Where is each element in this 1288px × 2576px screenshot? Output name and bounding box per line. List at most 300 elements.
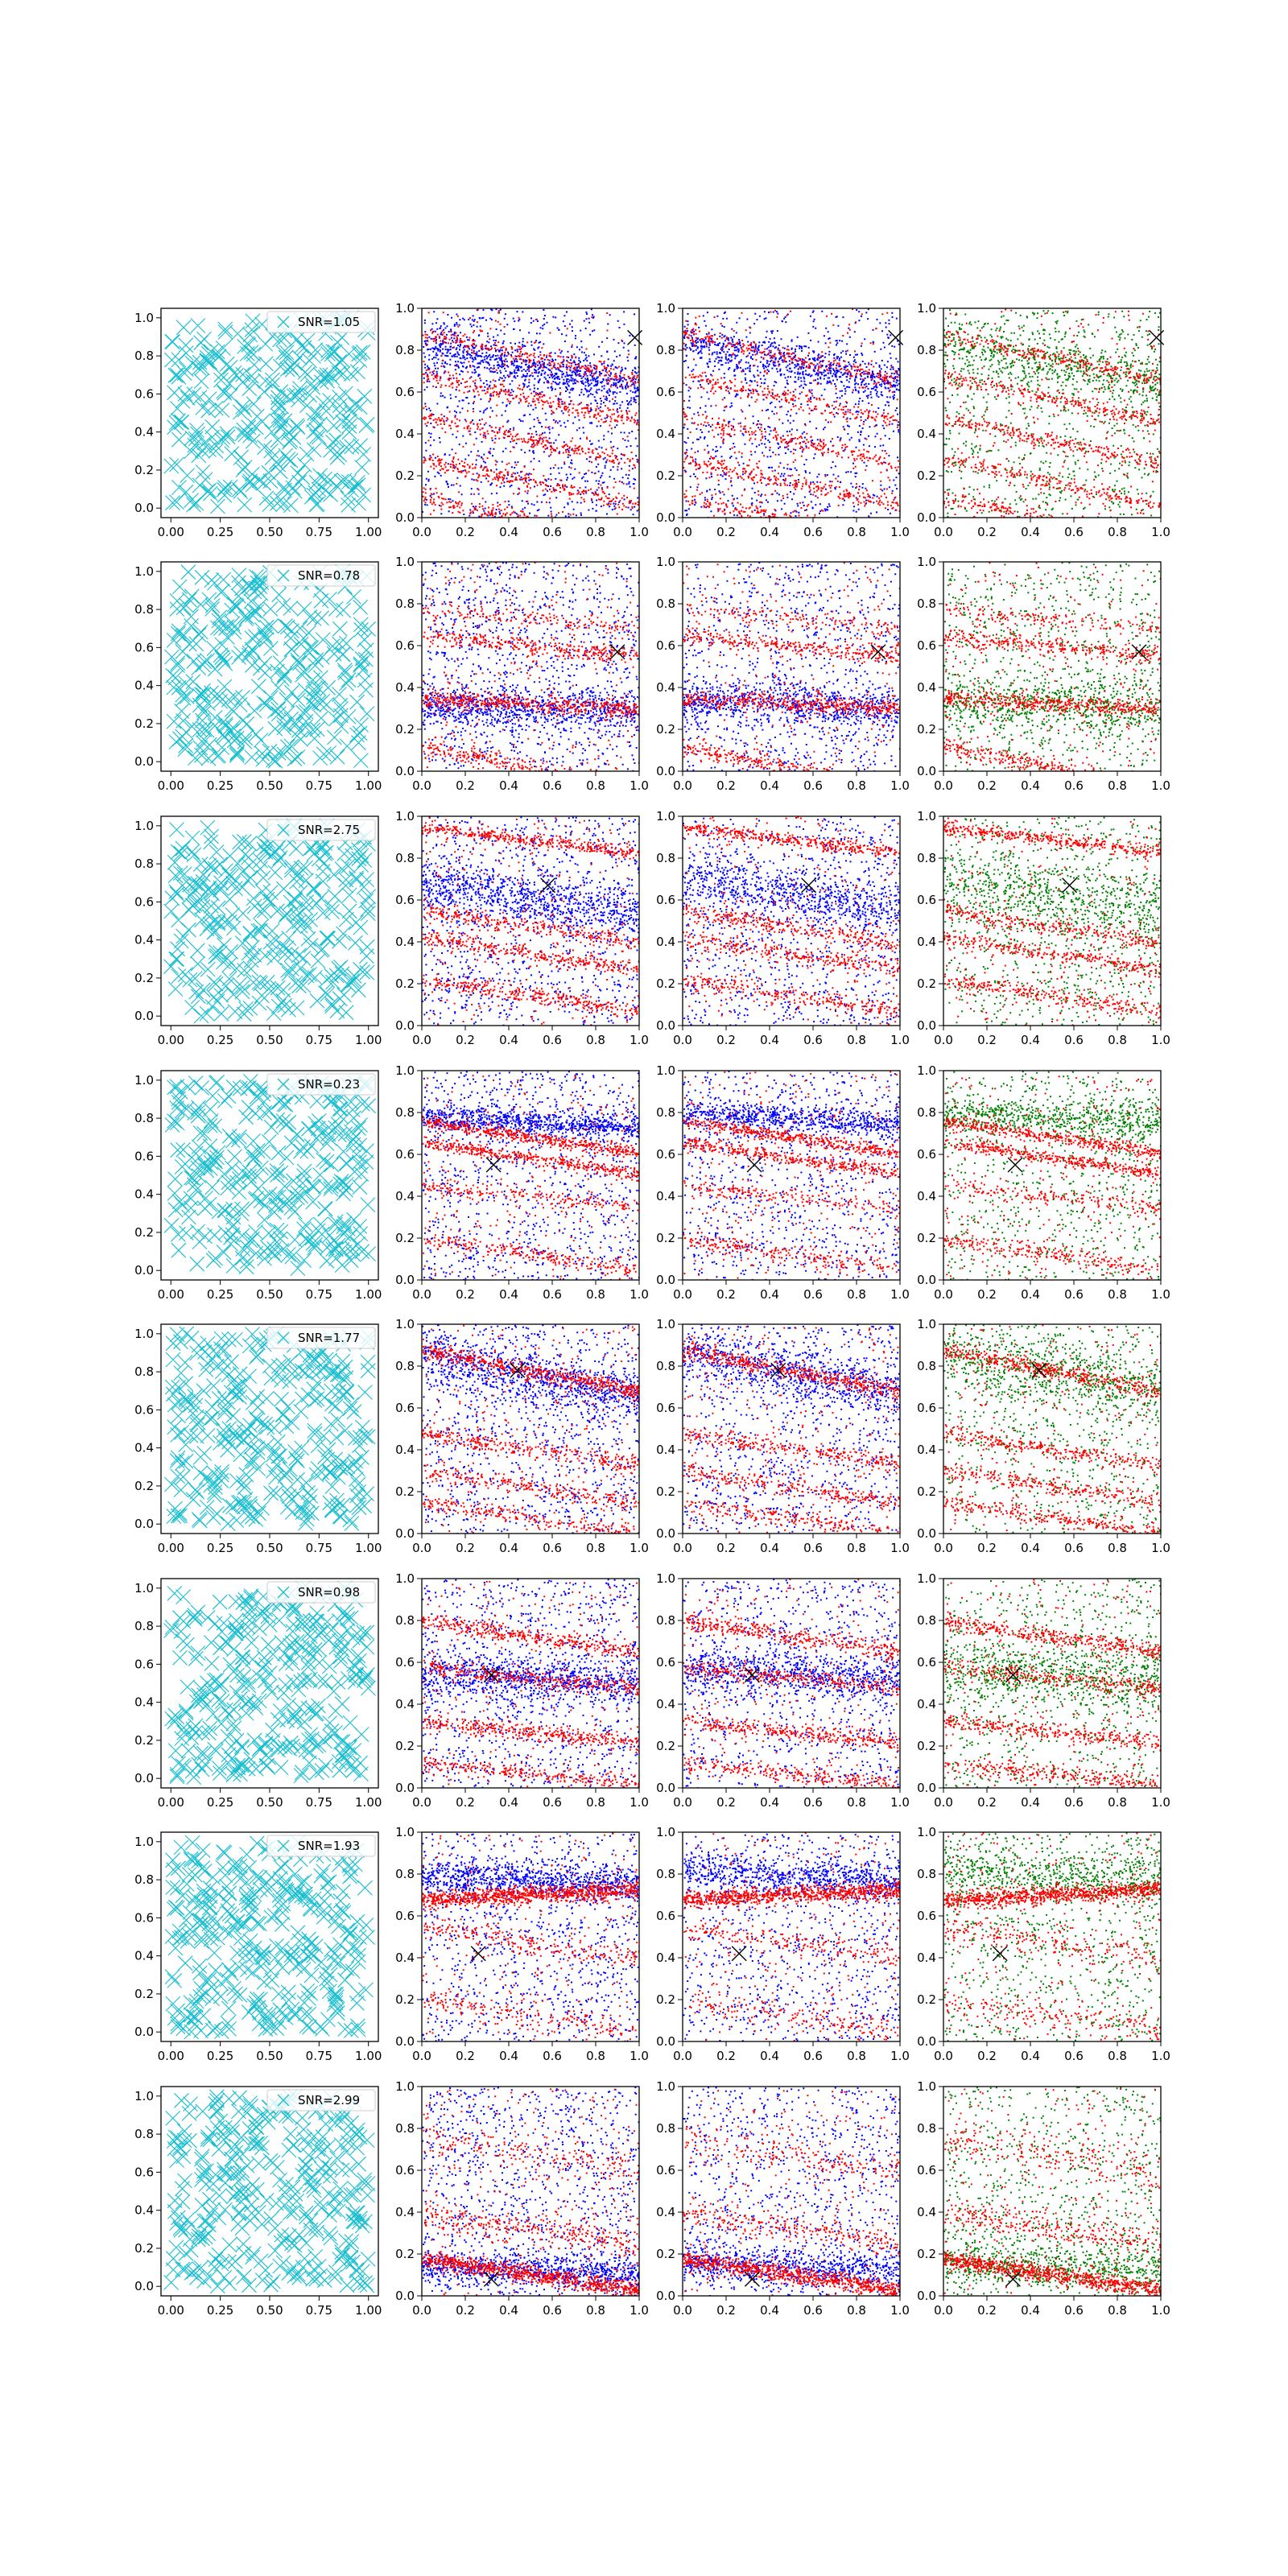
scatter-series-blue (683, 1579, 901, 1790)
x-tick-label: 0.2 (456, 778, 475, 793)
x-tick-label: 0.6 (803, 1795, 823, 1810)
x-tick-label: 0.6 (803, 525, 823, 539)
y-tick-label: 0.8 (134, 602, 154, 617)
true-point-marker (1132, 645, 1146, 659)
x-tick-label: 0.25 (206, 2049, 234, 2063)
x-tick-label: 0.8 (847, 1033, 866, 1047)
y-tick-label: 0.0 (917, 1273, 936, 1287)
y-tick-label: 0.0 (134, 1263, 154, 1278)
x-tick-label: 0.6 (1064, 1287, 1084, 1302)
x-tick-label: 0.8 (1108, 1287, 1127, 1302)
y-tick-label: 0.4 (917, 1443, 936, 1457)
y-tick-label: 0.8 (395, 1359, 415, 1373)
y-tick-label: 0.8 (917, 597, 936, 611)
x-tick-label: 0.8 (1108, 1541, 1127, 1555)
x-tick-label: 0.6 (543, 1795, 562, 1810)
x-tick-label: 0.0 (673, 525, 692, 539)
scatter-points (422, 1071, 641, 1282)
y-tick-label: 0.8 (395, 597, 415, 611)
scatter-series-blue (422, 562, 641, 772)
x-tick-label: 0.4 (499, 2049, 518, 2063)
scatter-series-blue (683, 562, 902, 773)
x-tick-label: 0.00 (157, 525, 184, 539)
sample-points (165, 1835, 375, 2039)
x-tick-label: 0.8 (847, 1541, 866, 1555)
legend (267, 1074, 375, 1095)
y-tick-label: 0.4 (134, 1187, 154, 1202)
y-tick-label: 0.4 (134, 1948, 154, 1963)
x-tick-label: 0.2 (977, 525, 997, 539)
y-tick-label: 0.6 (656, 638, 675, 653)
x-tick-label: 0.0 (934, 1541, 953, 1555)
y-tick-label: 0.6 (395, 2163, 415, 2178)
x-tick-label: 0.0 (673, 1795, 692, 1810)
x-tick-label: 0.75 (305, 2303, 333, 2318)
x-marker (165, 564, 376, 768)
legend (267, 819, 375, 840)
y-tick-label: 0.8 (656, 851, 675, 865)
legend (267, 1327, 375, 1348)
scatter-points (943, 817, 1162, 1027)
true-point-marker (993, 1946, 1007, 1961)
x-tick-label: 1.0 (630, 1287, 649, 1302)
panel-blue-red-density (395, 809, 649, 1047)
scatter-points (683, 562, 902, 795)
x-tick-label: 0.2 (456, 1033, 475, 1047)
y-tick-label: 0.4 (656, 2205, 675, 2219)
y-tick-label: 0.0 (395, 1781, 415, 1795)
x-tick-label: 0.8 (847, 1795, 866, 1810)
scatter-points (943, 562, 1162, 796)
x-tick-label: 0.75 (305, 778, 333, 793)
true-point-marker (747, 1158, 762, 1172)
y-tick-label: 1.0 (656, 301, 675, 316)
scatter-points (943, 1579, 1162, 1796)
sample-points (163, 819, 375, 1023)
y-tick-label: 0.0 (917, 510, 936, 525)
y-tick-label: 0.4 (917, 1951, 936, 1965)
x-tick-label: 0.25 (206, 1795, 234, 1810)
panel-red-blue-density (656, 301, 910, 547)
x-tick-label: 0.4 (760, 525, 779, 539)
y-tick-label: 0.8 (395, 851, 415, 865)
y-tick-label: 0.8 (134, 857, 154, 872)
true-point-marker (471, 1946, 485, 1961)
x-tick-label: 0.0 (412, 525, 431, 539)
x-tick-label: 0.4 (1021, 1795, 1040, 1810)
x-tick-label: 0.0 (412, 778, 431, 793)
y-tick-label: 0.8 (656, 597, 675, 611)
x-tick-label: 0.4 (760, 1033, 779, 1047)
y-tick-label: 0.4 (134, 678, 154, 693)
x-tick-label: 0.0 (934, 2303, 953, 2318)
x-tick-label: 0.00 (157, 2303, 184, 2318)
legend-label: SNR=0.78 (298, 568, 361, 583)
y-tick-label: 0.4 (656, 427, 675, 441)
y-tick-label: 0.6 (656, 893, 675, 907)
panel-snr-samples (134, 562, 382, 793)
x-tick-label: 0.8 (847, 525, 866, 539)
y-tick-label: 0.6 (917, 2163, 936, 2178)
y-tick-label: 0.6 (395, 1401, 415, 1415)
x-tick-label: 0.2 (977, 778, 997, 793)
y-tick-label: 0.0 (656, 764, 675, 778)
x-tick-label: 0.8 (586, 1541, 605, 1555)
y-tick-label: 0.8 (134, 349, 154, 364)
y-tick-label: 1.0 (395, 1317, 415, 1331)
axes-frame (161, 562, 378, 771)
x-tick-label: 0.50 (256, 2303, 283, 2318)
scatter-series-red (943, 1071, 1162, 1282)
y-tick-label: 0.0 (395, 1526, 415, 1541)
x-tick-label: 0.8 (586, 1033, 605, 1047)
x-tick-label: 0.8 (586, 778, 605, 793)
y-tick-label: 0.6 (917, 385, 936, 399)
x-tick-label: 0.8 (1108, 2303, 1127, 2318)
x-marker (164, 1581, 376, 1785)
y-tick-label: 0.6 (134, 1149, 154, 1164)
x-marker (164, 1327, 375, 1531)
panel-red-blue-density (656, 1063, 910, 1302)
x-tick-label: 0.2 (716, 2303, 736, 2318)
scatter-points (422, 1324, 641, 1540)
x-tick-label: 0.8 (586, 2049, 605, 2063)
y-tick-label: 1.0 (917, 1571, 936, 1586)
y-tick-label: 1.0 (134, 564, 154, 579)
y-tick-label: 0.8 (917, 851, 936, 865)
x-tick-label: 1.0 (1151, 2049, 1170, 2063)
y-tick-label: 1.0 (395, 1825, 415, 1839)
legend-label: SNR=2.75 (298, 823, 361, 837)
y-tick-label: 0.4 (134, 1695, 154, 1710)
y-tick-label: 0.8 (395, 1613, 415, 1628)
y-tick-label: 0.2 (134, 716, 154, 731)
x-tick-label: 0.2 (977, 1287, 997, 1302)
y-tick-label: 0.6 (395, 638, 415, 653)
x-tick-label: 0.8 (1108, 778, 1127, 793)
x-tick-label: 0.0 (412, 1795, 431, 1810)
x-tick-label: 0.2 (716, 525, 736, 539)
x-tick-label: 1.00 (355, 778, 382, 793)
y-tick-label: 0.6 (917, 1147, 936, 1162)
x-tick-label: 0.0 (934, 778, 953, 793)
x-tick-label: 0.2 (456, 1287, 475, 1302)
y-tick-label: 0.6 (395, 893, 415, 907)
y-tick-label: 0.6 (395, 1655, 415, 1670)
y-tick-label: 0.4 (656, 1189, 675, 1203)
x-tick-label: 1.0 (890, 1033, 910, 1047)
panel-red-blue-density (656, 1825, 910, 2063)
x-marker (164, 1073, 376, 1275)
x-tick-label: 0.2 (456, 2049, 475, 2063)
y-tick-label: 0.8 (917, 343, 936, 357)
x-tick-label: 1.0 (630, 2303, 649, 2318)
y-tick-label: 0.4 (395, 935, 415, 949)
y-tick-label: 1.0 (395, 1063, 415, 1078)
y-tick-label: 0.0 (656, 510, 675, 525)
x-tick-label: 0.50 (256, 1287, 283, 1302)
panel-snr-samples (134, 1071, 382, 1302)
panel-green-red-density (917, 555, 1170, 796)
x-tick-label: 0.6 (543, 525, 562, 539)
scatter-series-red (683, 562, 901, 795)
x-tick-label: 1.0 (890, 1795, 910, 1810)
y-tick-label: 0.2 (917, 722, 936, 737)
scatter-series-blue (422, 816, 641, 1027)
x-tick-label: 0.4 (499, 1033, 518, 1047)
sample-points (164, 1073, 376, 1275)
axes-frame (422, 308, 639, 518)
x-tick-label: 0.0 (673, 778, 692, 793)
x-tick-label: 0.0 (412, 1287, 431, 1302)
y-tick-label: 0.0 (917, 2034, 936, 2049)
y-tick-label: 0.2 (917, 469, 936, 483)
y-tick-label: 0.0 (656, 2289, 675, 2303)
x-tick-label: 0.25 (206, 2303, 234, 2318)
scatter-series-green (943, 1833, 1162, 2044)
y-tick-label: 0.2 (656, 469, 675, 483)
y-tick-label: 0.0 (656, 1781, 675, 1795)
y-tick-label: 0.2 (134, 1732, 154, 1748)
y-tick-label: 0.0 (395, 1018, 415, 1033)
x-tick-label: 0.4 (499, 525, 518, 539)
y-tick-label: 0.0 (395, 764, 415, 778)
scatter-points (422, 562, 641, 799)
y-tick-label: 0.6 (917, 1909, 936, 1923)
y-tick-label: 0.8 (656, 1105, 675, 1120)
panel-blue-red-density (395, 1825, 649, 2063)
legend-label: SNR=1.77 (298, 1331, 361, 1345)
y-tick-label: 0.0 (656, 1018, 675, 1033)
x-tick-label: 0.4 (499, 1287, 518, 1302)
x-tick-label: 0.2 (456, 1541, 475, 1555)
y-tick-label: 1.0 (134, 818, 154, 833)
scatter-points (683, 816, 902, 1027)
x-tick-label: 0.25 (206, 1541, 234, 1555)
y-tick-label: 0.2 (395, 1484, 415, 1499)
y-tick-label: 0.6 (395, 1147, 415, 1162)
x-tick-label: 1.0 (630, 1541, 649, 1555)
scatter-points (683, 1579, 902, 1793)
x-tick-label: 0.50 (256, 778, 283, 793)
y-tick-label: 0.8 (134, 1619, 154, 1634)
y-tick-label: 0.4 (656, 680, 675, 695)
y-tick-label: 0.4 (134, 932, 154, 947)
x-tick-label: 0.2 (716, 1287, 736, 1302)
y-tick-label: 0.4 (917, 1697, 936, 1711)
y-tick-label: 0.0 (134, 2025, 154, 2040)
y-tick-label: 0.2 (656, 1739, 675, 1753)
y-tick-label: 1.0 (656, 555, 675, 569)
x-tick-label: 0.50 (256, 525, 283, 539)
true-point-marker (486, 1158, 501, 1172)
y-tick-label: 0.0 (134, 754, 154, 770)
x-tick-label: 0.00 (157, 2049, 184, 2063)
scatter-series-blue (683, 1834, 902, 2043)
axes-frame (943, 1579, 1161, 1788)
panel-green-red-density (917, 2079, 1170, 2318)
x-tick-label: 0.75 (305, 1287, 333, 1302)
y-tick-label: 0.6 (656, 1655, 675, 1670)
legend-label: SNR=0.23 (298, 1077, 361, 1092)
scatter-series-blue (683, 1324, 902, 1535)
x-tick-label: 1.0 (1151, 525, 1170, 539)
y-tick-label: 0.0 (395, 2034, 415, 2049)
x-tick-label: 0.6 (1064, 525, 1084, 539)
x-tick-label: 1.0 (630, 2049, 649, 2063)
y-tick-label: 0.2 (917, 1484, 936, 1499)
panel-red-blue-density (656, 1571, 910, 1810)
y-tick-label: 1.0 (134, 1580, 154, 1596)
y-tick-label: 0.6 (134, 2165, 154, 2180)
y-tick-label: 0.4 (917, 2205, 936, 2219)
panel-blue-red-density (395, 1317, 649, 1555)
y-tick-label: 1.0 (917, 809, 936, 824)
x-tick-label: 0.6 (543, 778, 562, 793)
y-tick-label: 0.8 (656, 343, 675, 357)
panel-snr-samples (134, 1579, 382, 1810)
y-tick-label: 0.8 (917, 1613, 936, 1628)
scatter-series-green (943, 1579, 1162, 1796)
y-tick-label: 1.0 (395, 555, 415, 569)
y-tick-label: 0.0 (395, 1273, 415, 1287)
y-tick-label: 0.8 (395, 2121, 415, 2136)
y-tick-label: 0.0 (656, 2034, 675, 2049)
scatter-series-blue (683, 2087, 902, 2297)
scatter-series-red (422, 817, 641, 1026)
x-tick-label: 0.75 (305, 2049, 333, 2063)
x-tick-label: 0.6 (543, 1541, 562, 1555)
panel-blue-red-density (395, 555, 649, 799)
panel-blue-red-density (395, 1571, 649, 1810)
y-tick-label: 0.4 (656, 1951, 675, 1965)
y-tick-label: 1.0 (134, 2088, 154, 2103)
x-tick-label: 0.0 (934, 1795, 953, 1810)
x-marker (163, 819, 375, 1023)
scatter-points (422, 816, 641, 1027)
x-tick-label: 0.2 (716, 2049, 736, 2063)
x-tick-label: 1.00 (355, 2303, 382, 2318)
y-tick-label: 0.8 (134, 1111, 154, 1126)
x-tick-label: 0.6 (543, 1287, 562, 1302)
y-tick-label: 0.2 (656, 1992, 675, 2007)
y-tick-label: 0.4 (395, 1189, 415, 1203)
legend-label: SNR=2.99 (298, 2093, 361, 2107)
x-tick-label: 0.6 (803, 1287, 823, 1302)
x-tick-label: 0.4 (1021, 1033, 1040, 1047)
panel-snr-samples (134, 1832, 382, 2063)
x-tick-label: 0.8 (1108, 2049, 1127, 2063)
x-tick-label: 0.4 (1021, 1287, 1040, 1302)
y-tick-label: 0.4 (395, 1697, 415, 1711)
x-tick-label: 1.00 (355, 1795, 382, 1810)
x-tick-label: 0.0 (673, 1541, 692, 1555)
panel-green-red-density (917, 300, 1170, 551)
x-tick-label: 0.4 (1021, 778, 1040, 793)
x-tick-label: 0.8 (847, 2049, 866, 2063)
y-tick-label: 0.6 (656, 1909, 675, 1923)
y-tick-label: 0.2 (656, 2247, 675, 2261)
x-tick-label: 0.8 (847, 2303, 866, 2318)
x-tick-label: 1.0 (1151, 2303, 1170, 2318)
x-tick-label: 0.4 (1021, 525, 1040, 539)
sample-points (164, 2090, 376, 2293)
y-tick-label: 0.0 (395, 2289, 415, 2303)
y-tick-label: 0.0 (395, 510, 415, 525)
scatter-series-red (943, 562, 1162, 772)
y-tick-label: 0.0 (656, 1526, 675, 1541)
y-tick-label: 0.2 (395, 1992, 415, 2007)
y-tick-label: 0.8 (917, 1359, 936, 1373)
x-tick-label: 0.50 (256, 1033, 283, 1047)
y-tick-label: 0.8 (917, 1867, 936, 1881)
x-tick-label: 1.0 (630, 778, 649, 793)
y-tick-label: 0.0 (134, 1771, 154, 1786)
y-tick-label: 0.2 (395, 1739, 415, 1753)
y-tick-label: 0.0 (134, 1517, 154, 1532)
x-tick-label: 0.4 (1021, 1541, 1040, 1555)
legend (267, 1582, 375, 1603)
x-tick-label: 0.4 (760, 2049, 779, 2063)
x-tick-label: 0.2 (977, 2049, 997, 2063)
x-tick-label: 0.75 (305, 525, 333, 539)
y-tick-label: 0.8 (656, 1867, 675, 1881)
x-tick-label: 1.0 (890, 2303, 910, 2318)
scatter-points (683, 2087, 902, 2299)
x-tick-label: 0.4 (499, 1541, 518, 1555)
x-tick-label: 0.4 (1021, 2303, 1040, 2318)
true-point-marker (484, 2272, 498, 2286)
y-tick-label: 0.2 (395, 722, 415, 737)
y-tick-label: 0.8 (656, 1613, 675, 1628)
x-tick-label: 0.4 (499, 1795, 518, 1810)
x-tick-label: 0.6 (543, 2049, 562, 2063)
x-tick-label: 0.2 (716, 778, 736, 793)
scatter-series-red (943, 1579, 1162, 1790)
panel-snr-samples (134, 1324, 382, 1555)
y-tick-label: 1.0 (917, 2079, 936, 2094)
scatter-points (683, 1071, 902, 1282)
y-tick-label: 0.0 (134, 2279, 154, 2294)
true-point-marker (1005, 2272, 1020, 2286)
x-tick-label: 0.8 (1108, 1033, 1127, 1047)
y-tick-label: 0.8 (134, 1364, 154, 1380)
true-point-marker (628, 330, 642, 345)
x-tick-label: 0.0 (934, 525, 953, 539)
legend (267, 2090, 375, 2111)
y-tick-label: 0.4 (917, 1189, 936, 1203)
y-tick-label: 0.2 (134, 1478, 154, 1493)
x-tick-label: 0.0 (934, 2049, 953, 2063)
x-tick-label: 1.0 (1151, 1541, 1170, 1555)
x-tick-label: 0.25 (206, 1287, 234, 1302)
x-tick-label: 1.0 (890, 778, 910, 793)
x-tick-label: 0.4 (1021, 2049, 1040, 2063)
x-tick-label: 1.0 (1151, 778, 1170, 793)
y-tick-label: 0.4 (656, 1443, 675, 1457)
x-tick-label: 0.50 (256, 2049, 283, 2063)
y-tick-label: 0.6 (656, 385, 675, 399)
sample-points (164, 1581, 376, 1785)
y-tick-label: 0.6 (134, 1402, 154, 1418)
panel-green-red-density (917, 1063, 1170, 1302)
x-tick-label: 1.00 (355, 1287, 382, 1302)
legend (267, 1835, 375, 1856)
y-tick-label: 0.6 (656, 1147, 675, 1162)
panel-red-blue-density (656, 2079, 910, 2318)
y-tick-label: 0.2 (917, 976, 936, 991)
true-point-marker (1150, 330, 1164, 345)
